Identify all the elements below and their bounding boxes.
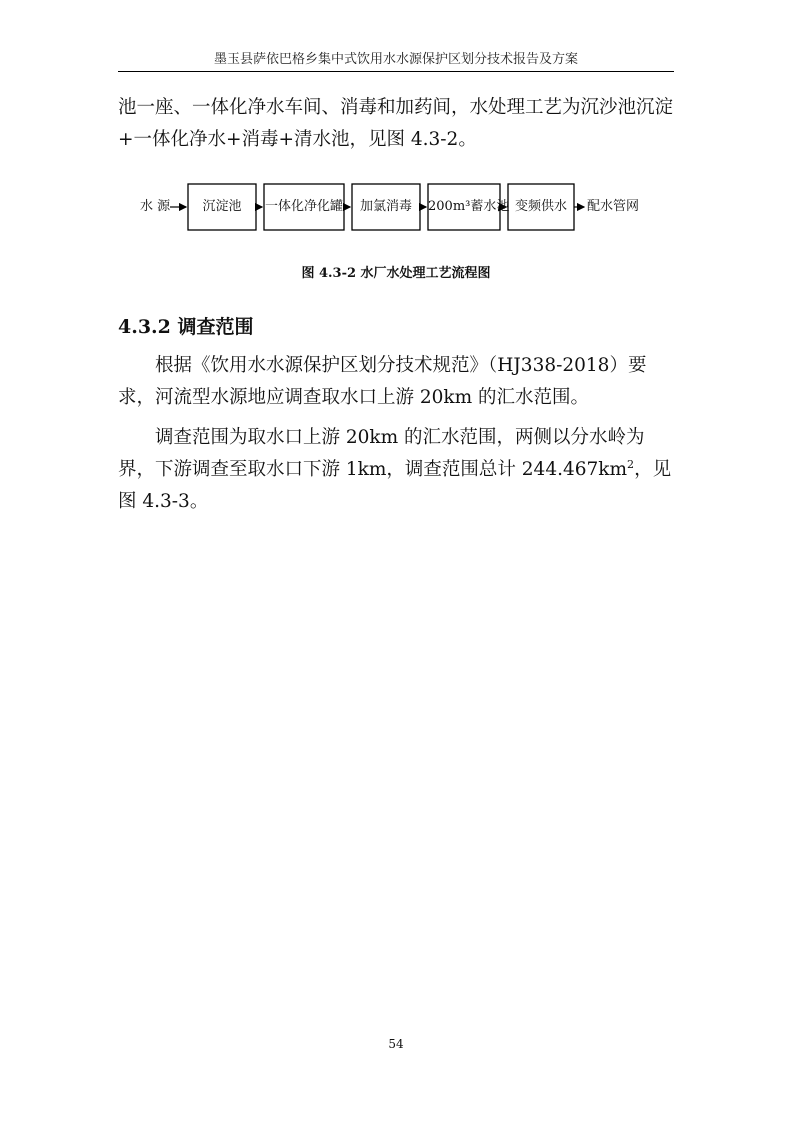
paragraph-survey-extent (118, 422, 674, 518)
running-header: 墨玉县萨依巴格乡集中式饮用水水源保护区划分技术报告及方案 (213, 52, 578, 67)
paragraph-process-description: 池一座、一体化净水车间、消毒和加药间，水处理工艺为沉沙池沉淀+一体化净水+消毒+清水池，见图 4.3-2。 (118, 97, 674, 150)
survey-extent-text-end: ，见图 4.3-3。 (118, 459, 672, 512)
area-unit-superscript: 2 (627, 457, 635, 471)
flow-step-3-label: 加氯消毒 (359, 199, 412, 214)
page-number: 54 (388, 1037, 404, 1051)
flow-step-4-label: 200m³蓄水池 (428, 199, 510, 214)
survey-extent-text: 调查范围为取水口上游 20km 的汇水范围，两侧以分水岭为界，下游调查至取水口下游 1km，调查范围总计 244.467km (118, 427, 645, 480)
flow-step-1-label: 沉淀池 (202, 199, 242, 214)
flow-source-label: 水 源 (140, 199, 171, 214)
header-rule (118, 71, 674, 72)
flow-end-label: 配水管网 (587, 199, 640, 214)
flow-step-5-label: 变频供水 (514, 199, 567, 214)
section-heading: 4.3.2 调查范围 (118, 316, 254, 338)
flow-step-2-label: 一体化净化罐 (264, 199, 343, 214)
paragraph-survey-basis: 根据《饮用水水源保护区划分技术规范》（HJ338-2018）要求，河流型水源地应调查取水口上游 20km 的汇水范围。 (118, 355, 647, 408)
figure-caption: 图 4.3-2 水厂水处理工艺流程图 (301, 266, 491, 281)
process-flow-diagram (140, 184, 660, 236)
